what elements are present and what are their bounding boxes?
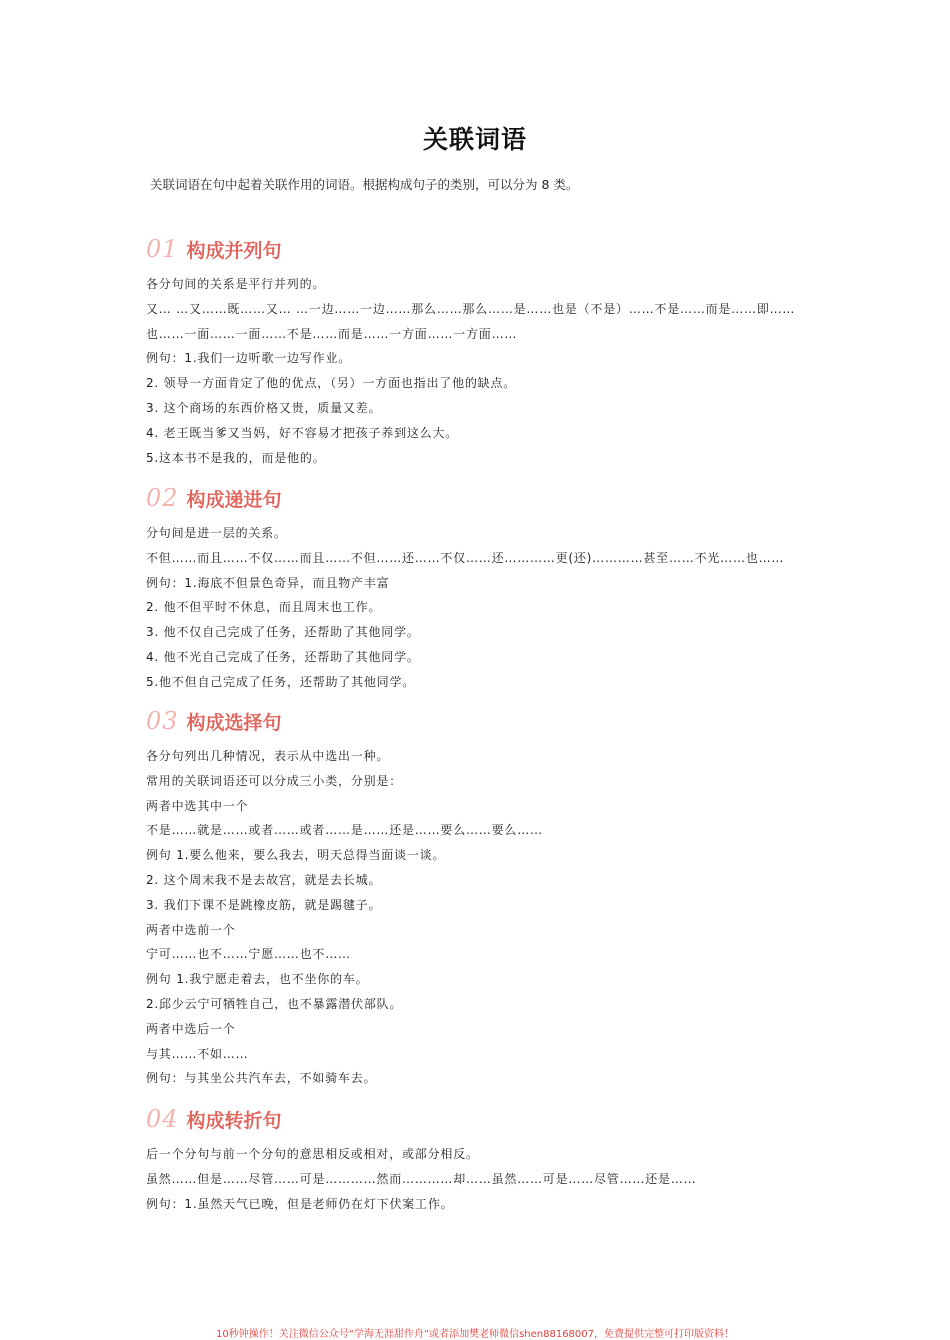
text-line: 例句：1.我们一边听歌一边写作业。 — [146, 351, 352, 366]
text-line: 宁可……也不……宁愿……也不…… — [146, 947, 351, 962]
section-choice — [146, 707, 826, 1091]
text-line: 4. 他不光自己完成了任务，还帮助了其他同学。 — [146, 649, 420, 664]
text-line: 与其……不如…… — [146, 1046, 249, 1061]
text-line: 例句 1.我宁愿走着去，也不坐你的车。 — [146, 972, 369, 987]
section-title: 构成递进句 — [186, 489, 282, 511]
section-heading — [146, 707, 826, 737]
section-progressive — [146, 484, 826, 695]
text-line: 两者中选其中一个 — [146, 798, 249, 813]
text-line: 2. 这个周末我不是去故宫，就是去长城。 — [146, 872, 382, 887]
text-line: 也……一面……一面……不是……而是……一方面……一方面…… — [146, 326, 518, 341]
text-line: 又… …又……既……又… …一边……一边……那么……那么……是……也是（不是）……不是……而是……即…… — [146, 301, 796, 316]
text-line: 5.他不但自己完成了任务，还帮助了其他同学。 — [146, 674, 416, 689]
section-title: 构成并列句 — [186, 240, 282, 262]
text-line: 分句间是进一层的关系。 — [146, 526, 287, 540]
text-line: 例句 1.要么他来，要么我去，明天总得当面谈一谈。 — [146, 848, 446, 863]
section-number: 02 — [146, 484, 179, 512]
section-heading — [146, 1105, 826, 1135]
section-heading — [146, 235, 826, 265]
text-line: 各分句列出几种情况，表示从中选出一种。 — [146, 749, 390, 763]
section-body — [146, 521, 826, 695]
text-line: 2.邱少云宁可牺牲自己，也不暴露潜伏部队。 — [146, 996, 403, 1011]
intro-text: 关联词语在句中起着关联作用的词语。根据构成句子的类别，可以分为 8 类。 — [150, 177, 579, 192]
text-line: 各分句间的关系是平行并列的。 — [146, 277, 326, 291]
text-line: 3. 我们下课不是跳橡皮筋，就是踢毽子。 — [146, 897, 382, 912]
text-line: 2. 他不但平时不休息，而且周末也工作。 — [146, 600, 382, 615]
section-parallel — [146, 235, 826, 470]
text-line: 3. 他不仅自己完成了任务，还帮助了其他同学。 — [146, 625, 420, 640]
text-line: 5.这本书不是我的，而是他的。 — [146, 450, 326, 465]
text-line: 3. 这个商场的东西价格又贵，质量又差。 — [146, 400, 382, 415]
section-contrast — [146, 1105, 826, 1216]
section-title: 构成转折句 — [186, 1110, 282, 1132]
document-title: 关联词语 — [422, 125, 527, 154]
section-body — [146, 272, 826, 470]
section-number: 04 — [146, 1105, 179, 1133]
text-line: 两者中选后一个 — [146, 1021, 236, 1036]
section-number: 03 — [146, 707, 179, 735]
text-line: 常用的关联词语还可以分成三小类，分别是： — [146, 773, 403, 788]
text-line: 例句：1.海底不但景色奇异，而且物产丰富 — [146, 575, 390, 590]
section-heading — [146, 484, 826, 514]
text-line: 不是……就是……或者……或者……是……还是……要么……要么…… — [146, 823, 543, 838]
section-number: 01 — [146, 235, 179, 263]
text-line: 2. 领导一方面肯定了他的优点，（另）一方面也指出了他的缺点。 — [146, 376, 517, 391]
section-body — [146, 744, 826, 1091]
text-line: 后一个分句与前一个分句的意思相反或相对，或部分相反。 — [146, 1147, 479, 1161]
text-line: 不但……而且……不仅……而且……不但……还……不仅……还…………更(还)…………甚至……不光……也…… — [146, 550, 785, 565]
text-line: 两者中选前一个 — [146, 922, 236, 937]
text-line: 4. 老王既当爹又当妈，好不容易才把孩子养到这么大。 — [146, 425, 459, 440]
section-title: 构成选择句 — [186, 712, 282, 734]
section-body — [146, 1142, 826, 1216]
text-line: 虽然……但是……尽管……可是…………然而…………却……虽然……可是……尽管……还是…… — [146, 1171, 697, 1186]
text-line: 例句：1.虽然天气已晚，但是老师仍在灯下伏案工作。 — [146, 1196, 454, 1211]
footer-promo-note: 10秒钟操作！关注微信公众号“学海无涯甜作舟”或者添加樊老师微信shen88168007，免费提供完整可打印版资料！ — [215, 1329, 735, 1340]
text-line: 例句：与其坐公共汽车去，不如骑车去。 — [146, 1071, 377, 1086]
